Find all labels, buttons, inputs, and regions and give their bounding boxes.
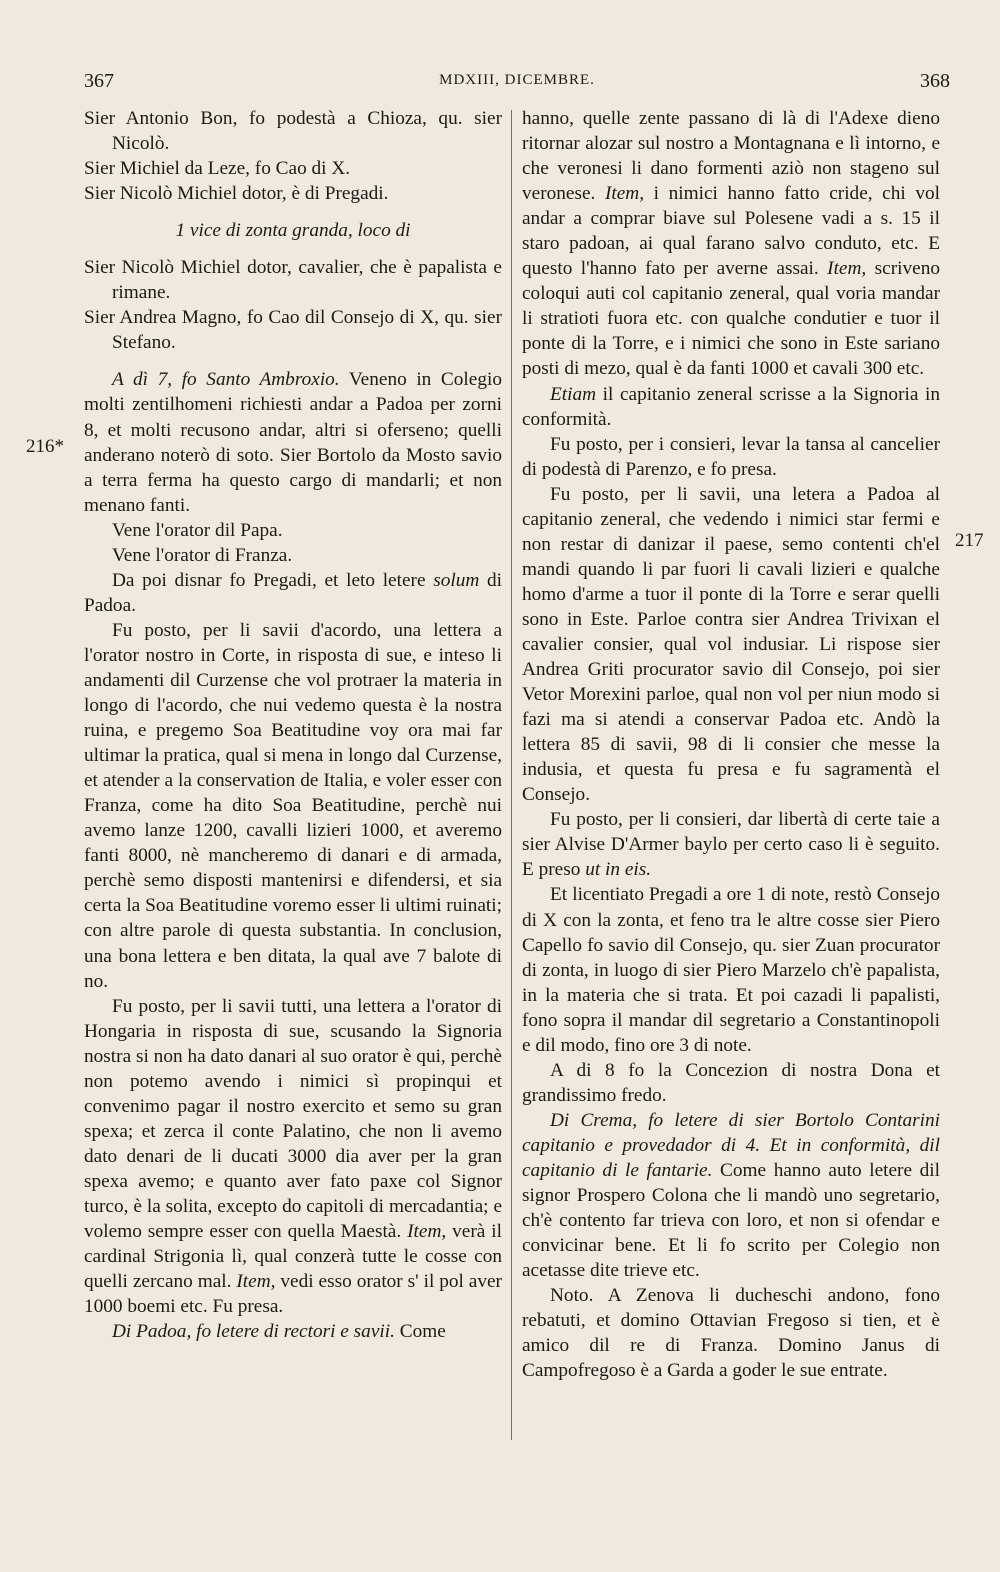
- list-entry: Sier Andrea Magno, fo Cao dil Consejo di X, qu. sier Stefano.: [84, 307, 502, 354]
- paragraph: Fu posto, per i consieri, levar la tansa al cancelier di podestà di Parenzo, e fo presa.: [522, 433, 940, 480]
- left-column: [84, 106, 502, 1344]
- paragraph: Etiam il capitanio zeneral scrisse a la Signoria in conformità.: [522, 383, 940, 430]
- paragraph: A di 8 fo la Concezion di nostra Dona et grandissimo fredo.: [522, 1059, 940, 1106]
- column-divider: [511, 110, 512, 1440]
- margin-note-right: 217: [955, 530, 984, 551]
- paragraph: Vene l'orator di Franza.: [112, 544, 293, 566]
- running-title: MDXIII, DICEMBRE.: [439, 72, 595, 88]
- paragraph: A dì 7, fo Santo Ambroxio. Veneno in Colegio molti zentilhomeni richiesti andar a Padoa per zorni 8, et molti recusono andar, altri si oferseno; quelli anderano noterò di soto. Sier Bortolo da Mosto savio a terra ferma ha questo cargo di mandarli; et non menano fanti.: [84, 369, 502, 516]
- list-entry: Sier Michiel da Leze, fo Cao di X.: [84, 158, 351, 180]
- paragraph: Noto. A Zenova li ducheschi andono, fono rebatuti, et domino Ottavian Fregoso si tien, et è amico dil re di Franza. Domino Janus di Campofregoso è a Garda a goder le sue entrate.: [522, 1285, 940, 1382]
- paragraph: Fu posto, per li savii d'acordo, una lettera a l'orator nostro in Corte, in risposta di sue, e inteso li andamenti dil Curzense che vol protraer la materia in longo di l'acordo, che nui vedemo questa è la nostra ruina, e pregemo Soa Beatitudine voy ora mai far ultimar la pratica, qual si mena in longo dal Curzense, et atender a la conservation de Italia, e voler esser con Franza, come ha dito Soa Beatitudine, perchè nui avemo lanze 1200, cavalli lizieri 1000, et averemo fanti 8000, nè mancheremo di danari e di armada, perchè semo disposti mantenirsi e difendersi, et sia certa la Soa Beatitudine voremo esser li ultimi ruinati; con altre parole di questa substantia. In conclusion, una bona lettera e ben ditata, la qual ave 7 balote di no.: [84, 619, 502, 992]
- paragraph: Di Crema, fo letere di sier Bortolo Contarini capitanio e provedador di 4. Et in conformità, dil capitanio di le fantarie. Come hanno auto letere dil signor Prospero Colona che li mandò uno segretario, ch'è contento far trieva con loro, et non si ofendar e convicinar bene. Et li fo scrito per Colegio non acetasse dite trieve etc.: [522, 1109, 940, 1282]
- margin-note-left: 216*: [26, 436, 64, 457]
- paragraph: Da poi disnar fo Pregadi, et leto letere solum di Padoa.: [84, 569, 502, 616]
- list-entry: Sier Nicolò Michiel dotor, è di Pregadi.: [84, 183, 389, 205]
- paragraph: hanno, quelle zente passano di là di l'Adexe dieno ritornar alozar sul nostro a Montagnana e lì intorno, e che veronesi li dano formenti aziò non stageno sul veronese. Item, i nimici hanno fatto cride, chi vol andar a comprar biave sul Polesene vadi a s. 15 il staro padoan, ai qual farano salvo conduto, etc. E questo l'hanno fato per averne assai. Item, scriveno coloqui auti col capitanio zeneral, qual voria mandar li stratioti fuora etc. con qualche condutier e tuor il ponte di la Torre, e i nimici che sono in Este sariano posti di mezo, qual è da fanti 1000 et cavali 300 etc.: [522, 108, 940, 380]
- section-heading: 1 vice di zonta granda, loco di: [175, 220, 411, 242]
- paragraph: Vene l'orator dil Papa.: [112, 519, 283, 541]
- paragraph: Di Padoa, fo letere di rectori e savii. Come: [112, 1321, 446, 1343]
- list-entry: Sier Antonio Bon, fo podestà a Chioza, qu. sier Nicolò.: [84, 108, 502, 155]
- date-heading: A dì 7, fo Santo Ambroxio.: [112, 369, 340, 391]
- paragraph: Et licentiato Pregadi a ore 1 di note, restò Consejo di X con la zonta, et feno tra le altre cosse sier Piero Capello fo savio dil Consejo, qu. sier Zuan procurator di zonta, in luogo di sier Piero Marzelo ch'è papalista, in la materia che si trata. Et poi cazadi li papalisti, fono sopra il mandar dil segretario a Constantinopoli e dil modo, fino ore 3 di note.: [522, 884, 940, 1056]
- paragraph: Fu posto, per li savii, una letera a Padoa al capitanio zeneral, che vedendo i nimici star fermi e non restar di danizar il paese, semo contenti ch'el mandi quando li par fuori li cavali lizieri e qualche homo d'arme a tuor il ponte di la Torre e serar quelli sono in Este. Parloe contra sier Andrea Trivixan el cavalier consier, qual vol indusiar. Li rispose sier Andrea Griti procurator savio dil Consejo, poi sier Vetor Morexini parloe, qual non vol per niun modo si fazi ma si atendi a conservar Padoa etc. Andò la lettera 85 di savii, 98 di li consier che messe la indusia, et questa fu presa e fu sagramentà el Consejo.: [522, 483, 940, 806]
- page-number-right: 368: [920, 70, 950, 92]
- page-number-left: 367: [84, 70, 114, 92]
- paragraph: Fu posto, per li savii tutti, una lettera a l'orator di Hongaria in risposta di sue, scusando la Signoria nostra si non ha dato danari al suo orator è qui, perchè non potemo avendo i nimici sì propinqui et convenimo pagar il nostro exercito et semo su gran spexa; et zerca il conte Palatino, che non li avemo dato denari de li ducati 3000 dia aver per la gran spexa avemo; e quanto aver fato paxe col Signor turco, è la solita, excepto do capitoli di mercadantia; e volemo sempre esser con quella Maestà. Item, verà il cardinal Strigonia lì, qual conzerà tutte le cosse con quelli zercano mal. Item, vedi esso orator s' il pol aver 1000 boemi etc. Fu presa.: [84, 995, 502, 1318]
- paragraph: Fu posto, per li consieri, dar libertà di certe taie a sier Alvise D'Armer baylo per certo caso li è seguito. E preso ut in eis.: [522, 809, 940, 881]
- right-column: [522, 106, 940, 1383]
- page-header: [84, 70, 950, 100]
- list-entry: Sier Nicolò Michiel dotor, cavalier, che è papalista e rimane.: [84, 257, 502, 304]
